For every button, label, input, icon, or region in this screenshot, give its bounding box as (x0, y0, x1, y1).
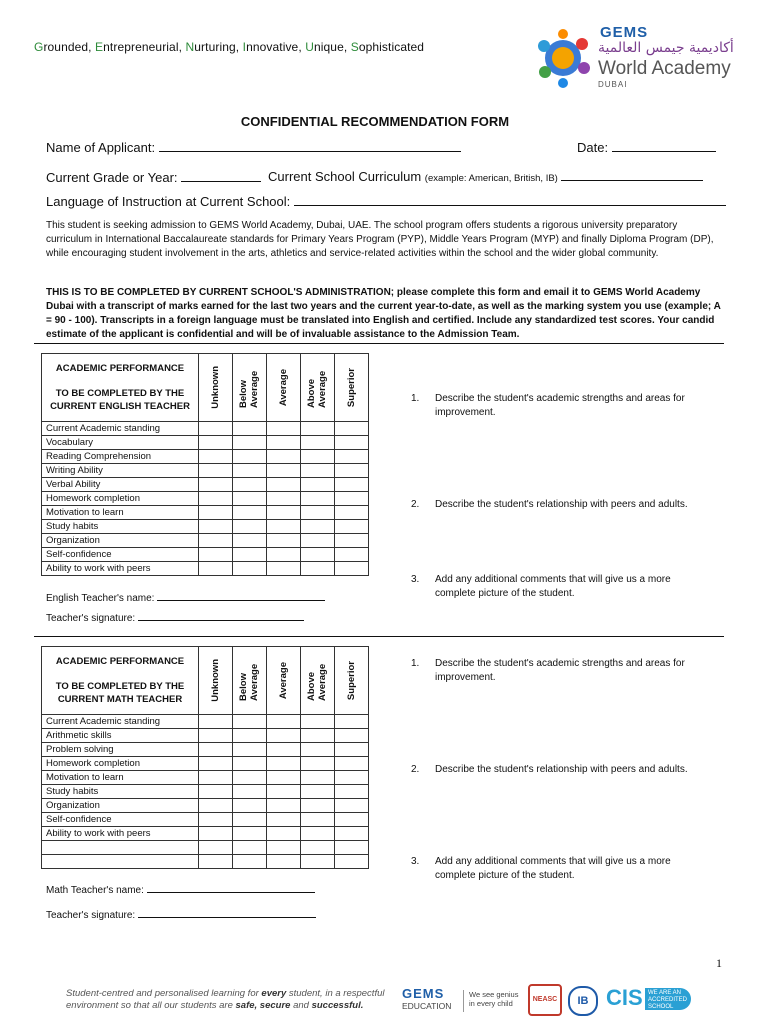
rating-cell[interactable] (199, 506, 233, 520)
col-header: Above Average (301, 354, 335, 422)
rating-cell[interactable] (233, 506, 267, 520)
rating-cell[interactable] (233, 799, 267, 813)
rating-cell[interactable] (199, 841, 233, 855)
rating-cell[interactable] (233, 534, 267, 548)
col-header: Below Average (233, 647, 267, 715)
rating-cell[interactable] (335, 729, 369, 743)
math-rating-table (41, 646, 369, 869)
rating-cell[interactable] (199, 478, 233, 492)
rating-cell[interactable] (199, 715, 233, 729)
rating-row (42, 478, 369, 492)
criterion-label: Reading Comprehension (42, 450, 199, 464)
rating-cell[interactable] (199, 492, 233, 506)
rating-cell[interactable] (301, 855, 335, 869)
col-header: Above Average (301, 647, 335, 715)
name-line[interactable] (159, 139, 461, 152)
rating-cell[interactable] (335, 841, 369, 855)
rating-cell[interactable] (301, 464, 335, 478)
math-teacher-name-line[interactable] (147, 883, 315, 893)
col-header: Average (267, 354, 301, 422)
rating-cell[interactable] (233, 422, 267, 436)
rating-cell[interactable] (233, 464, 267, 478)
rating-cell[interactable] (267, 771, 301, 785)
rating-cell[interactable] (267, 827, 301, 841)
rating-cell[interactable] (267, 855, 301, 869)
date-line[interactable] (612, 139, 716, 152)
criterion-label: Arithmetic skills (42, 729, 199, 743)
rating-cell[interactable] (199, 799, 233, 813)
rating-cell[interactable] (233, 855, 267, 869)
rating-row (42, 799, 369, 813)
criterion-label: Study habits (42, 520, 199, 534)
rating-cell[interactable] (335, 813, 369, 827)
rating-cell[interactable] (199, 562, 233, 576)
accredited-badge: WE ARE AN ACCREDITED SCHOOL (645, 988, 691, 1010)
rating-cell[interactable] (267, 562, 301, 576)
english-heading-2: TO BE COMPLETED BY THE CURRENT ENGLISH TEACHER (50, 388, 190, 412)
rating-cell[interactable] (335, 855, 369, 869)
rating-cell[interactable] (267, 422, 301, 436)
rating-cell[interactable] (301, 813, 335, 827)
rating-cell[interactable] (267, 841, 301, 855)
rating-row (42, 506, 369, 520)
english-signature-field[interactable]: Teacher's signature: (46, 611, 304, 624)
criterion-label: Vocabulary (42, 436, 199, 450)
rating-cell[interactable] (199, 464, 233, 478)
criterion-label: Writing Ability (42, 464, 199, 478)
tagline-word: rounded, (43, 40, 96, 54)
col-header: Superior (335, 647, 369, 715)
globe-logo-icon (528, 22, 598, 92)
school-tagline (34, 40, 424, 54)
grade-line[interactable] (181, 169, 261, 182)
english-table-heading (42, 354, 199, 422)
rating-row (42, 548, 369, 562)
divider (34, 343, 724, 344)
tagline-initial: I (242, 40, 247, 54)
curriculum-field[interactable] (268, 169, 703, 184)
rating-cell[interactable] (267, 813, 301, 827)
rating-cell[interactable] (267, 478, 301, 492)
tagline-initial: N (185, 40, 195, 54)
grade-label: Current Grade or Year: (46, 170, 178, 185)
criterion-label: Self-confidence (42, 813, 199, 827)
grade-field[interactable] (46, 169, 261, 185)
col-header: Average (267, 647, 301, 715)
criterion-label: Homework completion (42, 492, 199, 506)
rating-cell[interactable] (301, 757, 335, 771)
rating-cell[interactable] (199, 422, 233, 436)
rating-cell[interactable] (199, 743, 233, 757)
rating-cell[interactable] (199, 520, 233, 534)
tagline-initial: E (95, 40, 104, 54)
criterion-label: Organization (42, 799, 199, 813)
rating-cell[interactable] (233, 715, 267, 729)
col-header: Below Average (233, 354, 267, 422)
math-signature-line[interactable] (138, 908, 316, 918)
rating-cell[interactable] (301, 743, 335, 757)
tagline-word: ntrepreneurial, (103, 40, 186, 54)
rating-row (42, 492, 369, 506)
rating-cell[interactable] (233, 771, 267, 785)
date-label: Date: (577, 140, 609, 155)
rating-cell[interactable] (199, 729, 233, 743)
rating-cell[interactable] (233, 757, 267, 771)
rating-cell[interactable] (267, 450, 301, 464)
rating-cell[interactable] (199, 436, 233, 450)
rating-cell[interactable] (301, 771, 335, 785)
instructions-paragraph: THIS IS TO BE COMPLETED BY CURRENT SCHOOL'S ADMINISTRATION; please complete this form and email it to GEMS World Academy Dubai with a transcript of marks earned for the last two years and the current year-to-date, as well as the marking system you use (example; A = 90 - 100). Transcripts in a foreign language must be translated into English and certified. Include any standardized test scores. Your candid estimate of the applicant is confidential and will be of invaluable assistance to the Admission Team. (46, 287, 721, 340)
rating-cell[interactable] (267, 464, 301, 478)
rating-cell[interactable] (335, 562, 369, 576)
footer-mission-text: Student-centred and personalised learning for every student, in a respectful environment so that all our students are safe, secure and successful. (66, 988, 385, 1011)
rating-row (42, 855, 369, 869)
rating-cell[interactable] (233, 562, 267, 576)
rating-row (42, 450, 369, 464)
rating-cell[interactable] (199, 813, 233, 827)
rating-cell[interactable] (267, 520, 301, 534)
rating-row (42, 841, 369, 855)
rating-cell[interactable] (267, 757, 301, 771)
english-teacher-name-line[interactable] (157, 591, 325, 601)
rating-cell[interactable] (233, 436, 267, 450)
rating-row (42, 422, 369, 436)
criterion-label: Ability to work with peers (42, 562, 199, 576)
rating-cell[interactable] (301, 729, 335, 743)
rating-cell[interactable] (335, 548, 369, 562)
criterion-label: Study habits (42, 785, 199, 799)
genius-tagline: We see genius in every child (469, 990, 519, 1008)
criterion-label: Homework completion (42, 757, 199, 771)
tagline-initial: G (34, 40, 44, 54)
rating-cell[interactable] (335, 520, 369, 534)
rating-cell[interactable] (233, 492, 267, 506)
rating-cell[interactable] (335, 757, 369, 771)
tagline-initial: S (350, 40, 359, 54)
rating-cell[interactable] (233, 729, 267, 743)
rating-cell[interactable] (335, 450, 369, 464)
criterion-label: Current Academic standing (42, 422, 199, 436)
rating-cell[interactable] (335, 799, 369, 813)
rating-cell[interactable] (233, 827, 267, 841)
english-heading-1: ACADEMIC PERFORMANCE (55, 363, 185, 374)
rating-cell[interactable] (301, 799, 335, 813)
form-title: CONFIDENTIAL RECOMMENDATION FORM (240, 114, 510, 129)
criterion-label: Self-confidence (42, 548, 199, 562)
rating-cell[interactable] (199, 548, 233, 562)
rating-row (42, 827, 369, 841)
rating-cell[interactable] (233, 450, 267, 464)
rating-cell[interactable] (335, 464, 369, 478)
english-signature-line[interactable] (138, 611, 304, 621)
rating-cell[interactable] (199, 450, 233, 464)
rating-cell[interactable] (335, 743, 369, 757)
math-teacher-name-field[interactable]: Math Teacher's name: (46, 883, 315, 896)
divider (34, 636, 724, 637)
rating-cell[interactable] (267, 743, 301, 757)
rating-cell[interactable] (267, 729, 301, 743)
rating-cell[interactable] (301, 436, 335, 450)
rating-cell[interactable] (301, 841, 335, 855)
rating-cell[interactable] (301, 422, 335, 436)
logo-brand: GEMS (600, 24, 649, 41)
page-number: 1 (716, 956, 722, 970)
rating-cell[interactable] (335, 785, 369, 799)
criterion-label (42, 855, 199, 869)
rating-row (42, 715, 369, 729)
rating-cell[interactable] (301, 450, 335, 464)
rating-cell[interactable] (267, 436, 301, 450)
rating-cell[interactable] (335, 422, 369, 436)
tagline-word: urturing, (194, 40, 243, 54)
rating-cell[interactable] (267, 492, 301, 506)
rating-cell[interactable] (301, 534, 335, 548)
rating-cell[interactable] (267, 799, 301, 813)
rating-cell[interactable] (301, 492, 335, 506)
rating-cell[interactable] (267, 548, 301, 562)
rating-cell[interactable] (335, 506, 369, 520)
rating-cell[interactable] (335, 436, 369, 450)
rating-cell[interactable] (233, 743, 267, 757)
intro-paragraph: This student is seeking admission to GEMS World Academy, Dubai, UAE. The school program offers students a rigorous university preparatory curriculum in International Baccalaureate standards for Primary Years Program (PYP), Middle Years Program (MYP) and finally Diploma Program (DP), while encouraging student involvement in the arts, athletics and service-related activities within the school and the wider global community. (46, 220, 714, 259)
footer-divider (463, 990, 464, 1012)
rating-row (42, 743, 369, 757)
rating-cell[interactable] (199, 785, 233, 799)
rating-cell[interactable] (233, 841, 267, 855)
rating-cell[interactable] (301, 520, 335, 534)
criterion-label: Motivation to learn (42, 506, 199, 520)
rating-cell[interactable] (233, 785, 267, 799)
curriculum-example: (example: American, British, IB) (424, 173, 558, 184)
rating-row (42, 813, 369, 827)
rating-cell[interactable] (301, 478, 335, 492)
col-header: Unknown (199, 647, 233, 715)
rating-cell[interactable] (233, 520, 267, 534)
rating-cell[interactable] (267, 785, 301, 799)
language-field[interactable] (46, 193, 726, 209)
criterion-label (42, 841, 199, 855)
rating-cell[interactable] (335, 534, 369, 548)
rating-cell[interactable] (233, 813, 267, 827)
tagline-word: nique, (313, 40, 351, 54)
ib-logo: IB (568, 986, 598, 1016)
rating-row (42, 729, 369, 743)
date-field[interactable] (577, 139, 716, 155)
language-label: Language of Instruction at Current School: (46, 194, 291, 209)
criterion-label: Motivation to learn (42, 771, 199, 785)
tagline-word: nnovative, (246, 40, 306, 54)
curriculum-line[interactable] (561, 170, 703, 181)
criterion-label: Current Academic standing (42, 715, 199, 729)
rating-cell[interactable] (335, 771, 369, 785)
tagline-initial: U (305, 40, 314, 54)
rating-cell[interactable] (199, 534, 233, 548)
criterion-label: Ability to work with peers (42, 827, 199, 841)
rating-row (42, 562, 369, 576)
rating-cell[interactable] (199, 757, 233, 771)
logo-city: DUBAI (598, 80, 628, 89)
language-line[interactable] (294, 193, 726, 206)
rating-cell[interactable] (301, 827, 335, 841)
rating-cell[interactable] (335, 492, 369, 506)
rating-cell[interactable] (233, 478, 267, 492)
rating-cell[interactable] (199, 855, 233, 869)
rating-cell[interactable] (301, 715, 335, 729)
criterion-label: Problem solving (42, 743, 199, 757)
math-signature-field[interactable]: Teacher's signature: (46, 908, 316, 921)
rating-cell[interactable] (267, 506, 301, 520)
gems-education-logo: GEMS EDUCATION (402, 986, 452, 1011)
math-heading-2: TO BE COMPLETED BY THE CURRENT MATH TEACHER (55, 681, 185, 705)
rating-cell[interactable] (233, 548, 267, 562)
rating-cell[interactable] (301, 506, 335, 520)
col-header: Unknown (199, 354, 233, 422)
math-table-heading (42, 647, 199, 715)
rating-cell[interactable] (301, 548, 335, 562)
rating-row (42, 785, 369, 799)
rating-cell[interactable] (199, 827, 233, 841)
rating-cell[interactable] (199, 771, 233, 785)
logo-arabic-name: أكاديمية جيمس العالمية (598, 40, 734, 56)
name-label: Name of Applicant: (46, 140, 156, 155)
rating-cell[interactable] (335, 478, 369, 492)
criterion-label: Organization (42, 534, 199, 548)
logo-name: World Academy (598, 58, 731, 79)
rating-cell[interactable] (335, 827, 369, 841)
rating-row (42, 534, 369, 548)
rating-cell[interactable] (335, 715, 369, 729)
math-heading-1: ACADEMIC PERFORMANCE (55, 656, 185, 667)
english-rating-table (41, 353, 369, 576)
name-of-applicant-field[interactable] (46, 139, 461, 155)
col-header: Superior (335, 354, 369, 422)
rating-row (42, 520, 369, 534)
rating-row (42, 436, 369, 450)
tagline-word: ophisticated (358, 40, 425, 54)
neasc-logo: NEASC (528, 984, 562, 1016)
rating-cell[interactable] (267, 534, 301, 548)
criterion-label: Verbal Ability (42, 478, 199, 492)
english-teacher-name-field[interactable]: English Teacher's name: (46, 591, 325, 604)
rating-cell[interactable] (267, 715, 301, 729)
cis-logo: CIS (606, 985, 643, 1010)
rating-row (42, 771, 369, 785)
curriculum-label: Current School Curriculum (268, 169, 422, 184)
rating-row (42, 464, 369, 478)
rating-row (42, 757, 369, 771)
rating-cell[interactable] (301, 562, 335, 576)
rating-cell[interactable] (301, 785, 335, 799)
